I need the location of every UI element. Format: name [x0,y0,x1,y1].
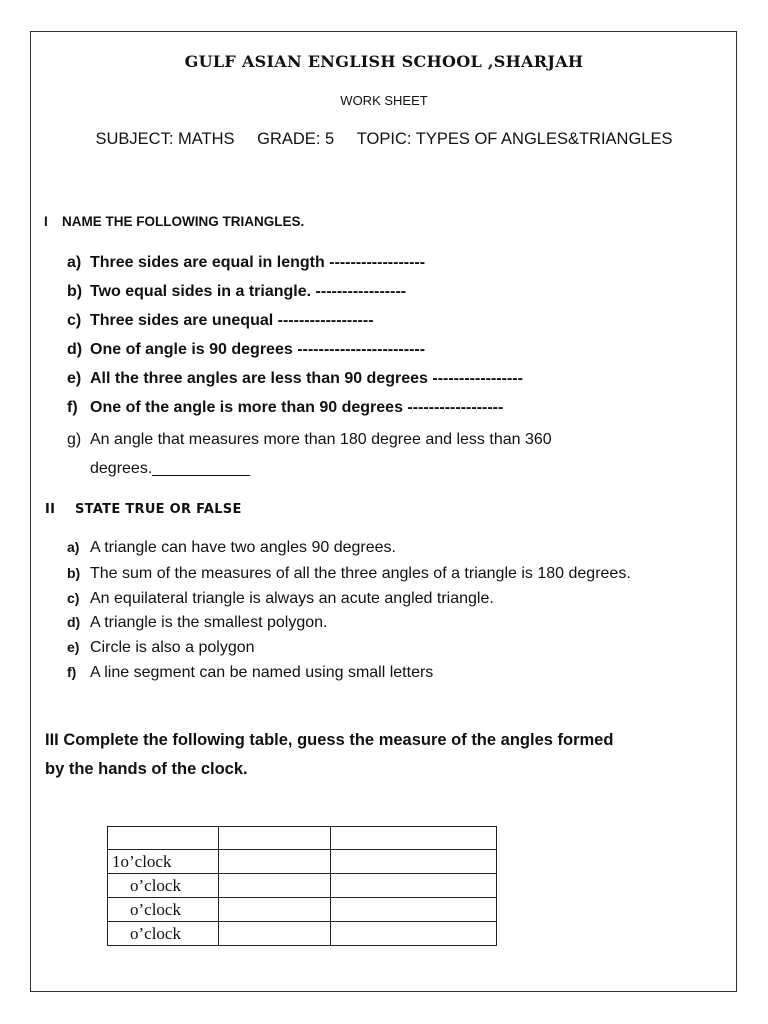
table-row [108,874,497,898]
section2-heading [45,502,242,517]
table-row [108,898,497,922]
question-continuation: degrees.___________ [90,460,251,477]
table-cell: o’clock [108,898,219,922]
question-label: c) [67,312,82,329]
statement-item [67,664,433,682]
section1-heading [44,214,304,229]
topic-text: TOPIC: TYPES OF ANGLES&TRIANGLES [356,130,673,148]
statement-label: c) [67,590,80,606]
section2-title: STATE TRUE OR FALSE [75,502,242,517]
worksheet-label: WORK SHEET [340,93,428,108]
statement-text: An equilateral triangle is always an acute angled triangle. [90,590,494,607]
question-text: Three sides are equal in length ------------------ [90,254,426,271]
statement-text: The sum of the measures of all the three angles of a triangle is 180 degrees. [90,565,631,582]
question-item [67,283,406,301]
table-cell [331,922,497,946]
table-cell [108,827,219,850]
question-item [67,399,503,417]
question-item [67,312,374,330]
table-cell [219,850,331,874]
table-cell: 1o’clock [108,850,219,874]
grade-text: GRADE: 5 [257,130,335,148]
section3-heading-line2: by the hands of the clock. [45,760,248,778]
statement-item [67,614,327,632]
statement-item [67,539,396,557]
question-label: b) [67,283,83,300]
question-item [67,431,552,449]
table-cell: o’clock [108,922,219,946]
table-cell [219,922,331,946]
statement-text: A line segment can be named using small letters [90,664,434,681]
question-label: g) [67,431,82,448]
question-text: Two equal sides in a triangle. ----------------- [90,283,407,300]
question-text: One of angle is 90 degrees ------------------------ [90,341,426,358]
section1-number: I [44,214,48,229]
statement-label: a) [67,539,80,555]
section3-heading-line1: III Complete the following table, guess the measure of the angles formed [45,731,614,749]
statement-text: A triangle can have two angles 90 degrees. [90,539,396,556]
section2-number: II [45,502,56,517]
question-item [67,341,425,359]
school-name: GULF ASIAN ENGLISH SCHOOL ,SHARJAH [184,52,584,71]
table-cell [219,898,331,922]
table-cell [331,850,497,874]
statement-item [67,590,494,608]
table-cell [219,827,331,850]
question-item [67,370,523,388]
table-cell [331,827,497,850]
statement-label: b) [67,565,81,581]
table-cell [331,874,497,898]
table-row [108,850,497,874]
table-cell [331,898,497,922]
statement-item [67,639,255,657]
question-text: All the three angles are less than 90 degrees ----------------- [90,370,523,387]
clock-angle-table [107,826,497,946]
statement-label: d) [67,614,81,630]
table-cell: o’clock [108,874,219,898]
question-label: f) [67,399,78,416]
question-label: d) [67,341,83,358]
statement-text: A triangle is the smallest polygon. [90,614,328,631]
question-item [67,254,425,272]
statement-label: e) [67,639,80,655]
table-cell [219,874,331,898]
statement-label: f) [67,664,77,680]
question-text: One of the angle is more than 90 degrees ------------------ [90,399,504,416]
question-label: e) [67,370,82,387]
statement-item [67,565,631,583]
statement-text: Circle is also a polygon [90,639,255,656]
section1-title: NAME THE FOLLOWING TRIANGLES. [62,214,305,229]
subject-line [0,130,768,149]
subject-text: SUBJECT: MATHS [95,130,235,148]
table-row [108,827,497,850]
question-label: a) [67,254,82,271]
question-text: An angle that measures more than 180 degree and less than 360 [90,431,552,448]
question-text: Three sides are unequal ------------------ [90,312,374,329]
table-row [108,922,497,946]
